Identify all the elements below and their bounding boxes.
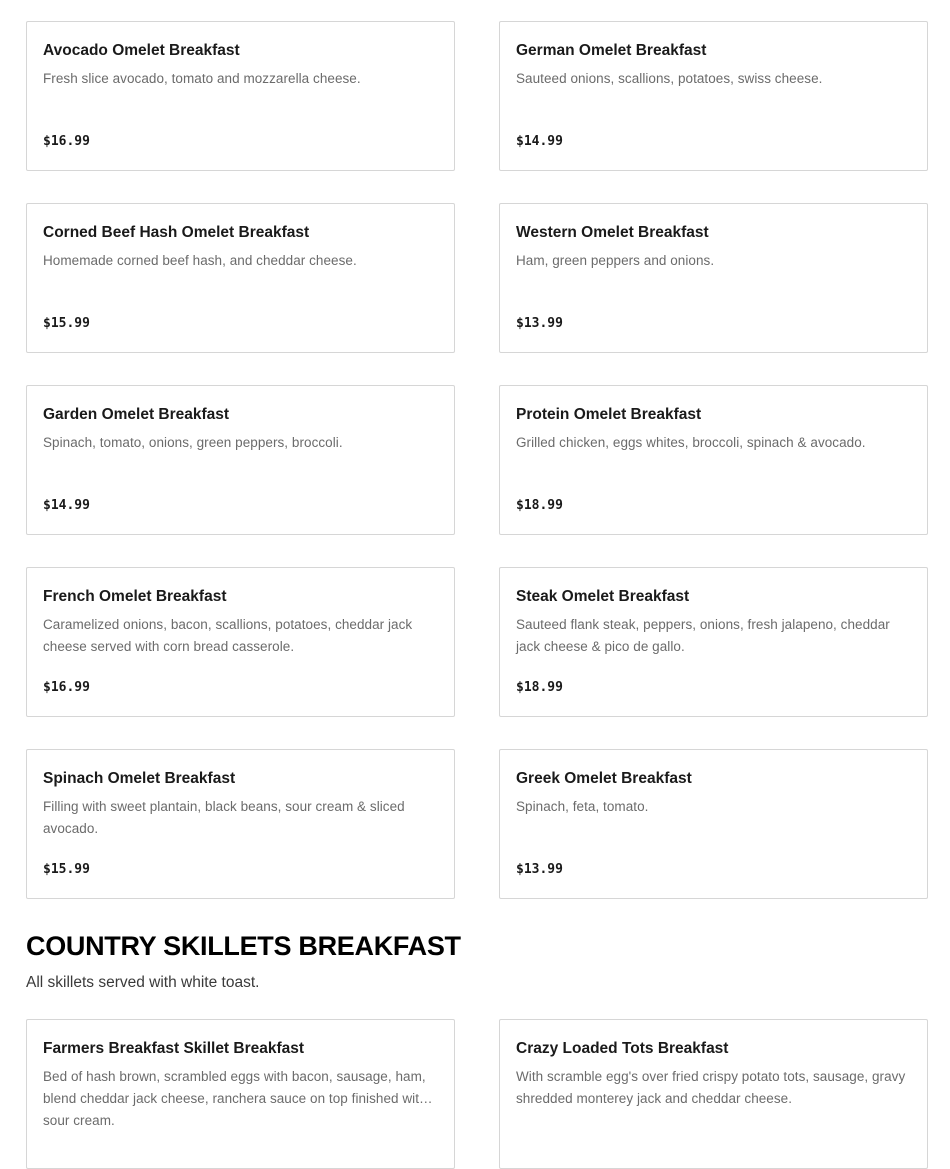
menu-item-description: Caramelized onions, bacon, scallions, potatoes, cheddar jack cheese served with corn bread casserole. (43, 617, 413, 654)
menu-item-price: $16.99 (43, 134, 90, 149)
skillet-menu-grid (26, 1019, 928, 1169)
menu-item-name: Farmers Breakfast Skillet Breakfast (43, 1040, 305, 1057)
menu-item-price: $15.99 (43, 862, 90, 877)
menu-item-name: Spinach Omelet Breakfast (43, 770, 236, 787)
menu-item-card[interactable] (499, 567, 928, 717)
menu-item-name: Garden Omelet Breakfast (43, 406, 230, 423)
menu-item-description: Spinach, feta, tomato. (516, 799, 649, 814)
menu-item-price: $16.99 (43, 680, 90, 695)
menu-item-price: $15.99 (43, 316, 90, 331)
menu-item-card[interactable] (499, 749, 928, 899)
menu-item-price: $14.99 (516, 134, 563, 149)
menu-item-card[interactable] (26, 203, 455, 353)
menu-item-name: French Omelet Breakfast (43, 588, 227, 605)
menu-item-description: Spinach, tomato, onions, green peppers, broccoli. (43, 435, 343, 450)
menu-item-description: Sauteed onions, scallions, potatoes, swiss cheese. (516, 71, 823, 86)
menu-item-name: Greek Omelet Breakfast (516, 770, 692, 787)
menu-item-name: Crazy Loaded Tots Breakfast (516, 1040, 729, 1057)
omelet-menu-grid (26, 21, 928, 899)
menu-item-name: German Omelet Breakfast (516, 42, 707, 59)
menu-item-description: Bed of hash brown, scrambled eggs with bacon, sausage, ham, blend cheddar jack cheese, ranchera sauce on top finished with sour cream. (43, 1069, 427, 1128)
menu-item-price: $13.99 (516, 316, 563, 331)
menu-item-name: Protein Omelet Breakfast (516, 406, 702, 423)
menu-item-name: Western Omelet Breakfast (516, 224, 709, 241)
menu-item-card[interactable] (499, 1019, 928, 1169)
menu-item-price: $18.99 (516, 498, 563, 513)
menu-item-card[interactable] (26, 749, 455, 899)
menu-item-card[interactable] (499, 21, 928, 171)
menu-item-card[interactable] (26, 567, 455, 717)
menu-item-name: Steak Omelet Breakfast (516, 588, 690, 605)
menu-item-description: Filling with sweet plantain, black beans, sour cream & sliced avocado. (43, 799, 405, 836)
menu-item-description: Fresh slice avocado, tomato and mozzarella cheese. (43, 71, 361, 86)
section-title: COUNTRY SKILLETS BREAKFAST (26, 931, 461, 961)
menu-item-card[interactable] (499, 385, 928, 535)
menu-item-description: Grilled chicken, eggs whites, broccoli, spinach & avocado. (516, 435, 866, 450)
menu-item-description: With scramble egg's over fried crispy potato tots, sausage, gravy shredded monterey jack and cheddar cheese. (516, 1069, 906, 1106)
menu-item-card[interactable] (499, 203, 928, 353)
section-subtitle: All skillets served with white toast. (26, 974, 260, 991)
menu-item-card[interactable] (26, 21, 455, 171)
menu-item-description: Sauteed flank steak, peppers, onions, fresh jalapeno, cheddar jack cheese & pico de gallo. (516, 617, 890, 654)
menu-item-price: $13.99 (516, 862, 563, 877)
menu-item-name: Avocado Omelet Breakfast (43, 42, 240, 59)
menu-item-description: Homemade corned beef hash, and cheddar cheese. (43, 253, 357, 268)
menu-item-card[interactable] (26, 1019, 455, 1169)
menu-item-card[interactable] (26, 385, 455, 535)
menu-item-price: $14.99 (43, 498, 90, 513)
menu-item-price: $18.99 (516, 680, 563, 695)
menu-item-name: Corned Beef Hash Omelet Breakfast (43, 224, 310, 241)
menu-item-description: Ham, green peppers and onions. (516, 253, 715, 268)
